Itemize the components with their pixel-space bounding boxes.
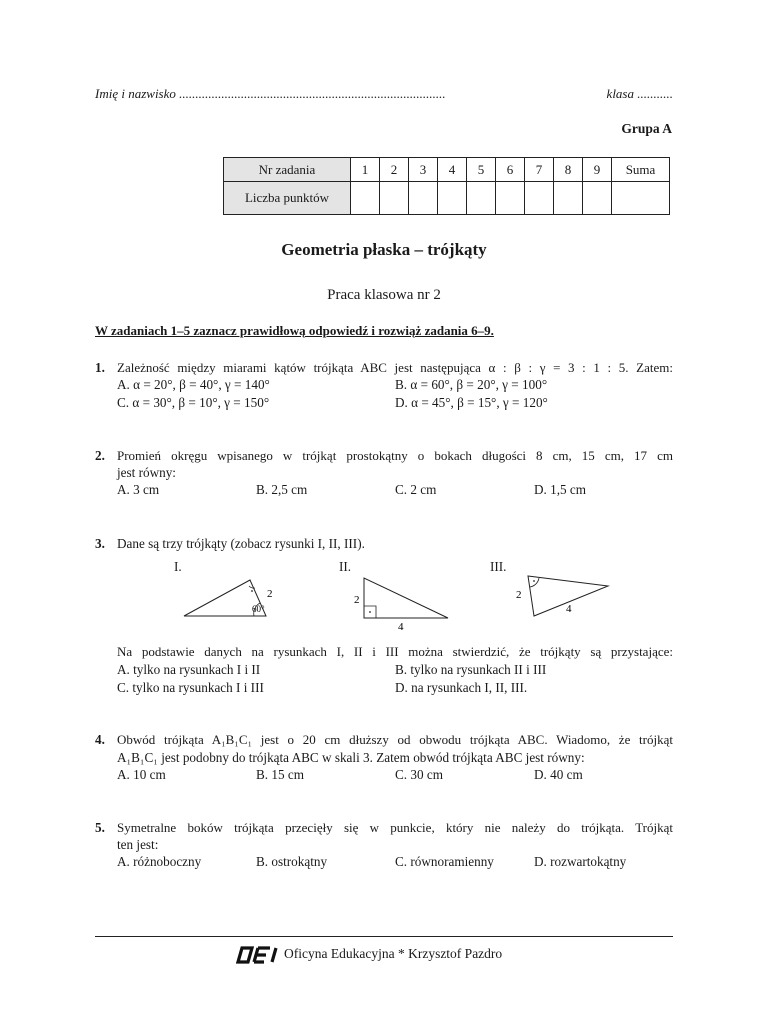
answer-option-d[interactable]: D. α = 45°, β = 15°, γ = 120° [395, 395, 548, 410]
score-table [223, 157, 670, 215]
answer-option-d[interactable]: D. rozwartokątny [534, 854, 627, 869]
answer-option-a[interactable]: A. 10 cm [117, 767, 166, 782]
score-table-points-row [224, 182, 670, 215]
points-cell[interactable] [438, 182, 467, 215]
figure-2-side-a-label: 2 [354, 594, 360, 606]
points-cell[interactable] [554, 182, 583, 215]
figure-2-label: II. [339, 559, 352, 574]
task-number-cell: 7 [525, 158, 554, 182]
task-number-cell: 2 [380, 158, 409, 182]
question-text-line-2: A₁B₁C₁ jest podobny do trójkąta ABC w skali 3. Zatem obwód trójkąta ABC jest równy: [117, 750, 585, 765]
points-cell[interactable] [409, 182, 438, 215]
task-number-header: Nr zadania [224, 158, 351, 182]
answer-option-b[interactable]: B. 2,5 cm [256, 482, 308, 497]
points-cell[interactable] [496, 182, 525, 215]
answer-option-a[interactable]: A. różnoboczny [117, 854, 202, 869]
triangle-figure-3 [508, 566, 618, 622]
task-number-cell: 6 [496, 158, 525, 182]
question-number: 5. [95, 820, 105, 835]
figure-3-side-a-label: 2 [516, 589, 522, 601]
page-subtitle: Praca klasowa nr 2 [327, 287, 441, 303]
student-header [95, 86, 673, 106]
footer-divider [95, 936, 673, 937]
task-number-cell: 9 [583, 158, 612, 182]
score-table-header-row [224, 158, 670, 182]
answer-option-d[interactable]: D. 40 cm [534, 767, 583, 782]
group-label: Grupa A [621, 121, 672, 136]
answer-option-c[interactable]: C. 30 cm [395, 767, 443, 782]
answer-option-d[interactable]: D. 1,5 cm [534, 482, 587, 497]
question-text: Dane są trzy trójkąty (zobacz rysunki I, II, III). [117, 536, 365, 551]
question-number: 2. [95, 448, 105, 463]
sum-header: Suma [612, 158, 670, 182]
question-text: Zależność między miarami kątów trójkąta ABC jest następująca α : β : γ = 3 : 1 : 5. Zatem: [117, 360, 673, 375]
question-text-line-1: Symetralne boków trójkąta przecięły się w punkcie, który nie należy do trójkąta. Trójkąt [117, 820, 673, 835]
answer-option-b[interactable]: B. 15 cm [256, 767, 304, 782]
task-number-cell: 3 [409, 158, 438, 182]
points-header: Liczba punktów [224, 182, 351, 215]
points-cell[interactable] [351, 182, 380, 215]
publisher-logo-icon [236, 946, 280, 964]
answer-option-a[interactable]: A. tylko na rysunkach I i II [117, 662, 261, 677]
triangle-figure-2 [350, 572, 460, 634]
answer-option-c[interactable]: C. α = 30°, β = 10°, γ = 150° [117, 395, 270, 410]
answer-option-a[interactable]: A. α = 20°, β = 40°, γ = 140° [117, 377, 270, 392]
question-prompt: Na podstawie danych na rysunkach I, II i III można stwierdzić, że trójkąty są przystające: [117, 644, 673, 659]
page-title: Geometria płaska – trójkąty [281, 240, 487, 259]
figure-3-side-b-label: 4 [566, 603, 572, 615]
figure-1-angle-label: 60° [252, 604, 265, 614]
figure-2-side-b-label: 4 [398, 621, 404, 633]
name-field-label: Imię i nazwisko .................................................................................. [95, 86, 446, 101]
question-text-line-2: ten jest: [117, 837, 159, 852]
answer-option-b[interactable]: B. ostrokątny [256, 854, 328, 869]
answer-option-c[interactable]: C. równoramienny [395, 854, 494, 869]
task-number-cell: 8 [554, 158, 583, 182]
figure-1-side-label: 2 [267, 588, 273, 600]
question-text-line-2: jest równy: [117, 465, 176, 480]
task-number-cell: 5 [467, 158, 496, 182]
publisher-name: Oficyna Edukacyjna * Krzysztof Pazdro [284, 946, 503, 961]
sum-points-cell[interactable] [612, 182, 670, 215]
instructions: W zadaniach 1–5 zaznacz prawidłową odpowiedź i rozwiąż zadania 6–9. [95, 323, 494, 338]
class-field-label: klasa ........... [606, 86, 673, 101]
points-cell[interactable] [467, 182, 496, 215]
answer-option-c[interactable]: C. tylko na rysunkach I i III [117, 680, 264, 695]
answer-option-b[interactable]: B. α = 60°, β = 20°, γ = 100° [395, 377, 548, 392]
answer-option-d[interactable]: D. na rysunkach I, II, III. [395, 680, 528, 695]
question-number: 3. [95, 536, 105, 551]
question-text-line-1: Promień okręgu wpisanego w trójkąt prostokątny o bokach długości 8 cm, 15 cm, 17 cm [117, 448, 673, 463]
question-number: 4. [95, 732, 105, 747]
answer-option-a[interactable]: A. 3 cm [117, 482, 160, 497]
answer-option-b[interactable]: B. tylko na rysunkach II i III [395, 662, 547, 677]
question-text-line-1: Obwód trójkąta A₁B₁C₁ jest o 20 cm dłuższy od obwodu trójkąta ABC. Wiadomo, że trójkąt [117, 732, 673, 747]
answer-option-c[interactable]: C. 2 cm [395, 482, 437, 497]
triangle-figure-1 [178, 572, 288, 622]
points-cell[interactable] [583, 182, 612, 215]
question-number: 1. [95, 360, 105, 375]
points-cell[interactable] [380, 182, 409, 215]
points-cell[interactable] [525, 182, 554, 215]
figure-1-label: I. [174, 559, 182, 574]
task-number-cell: 1 [351, 158, 380, 182]
figure-3-label: III. [490, 559, 507, 574]
task-number-cell: 4 [438, 158, 467, 182]
